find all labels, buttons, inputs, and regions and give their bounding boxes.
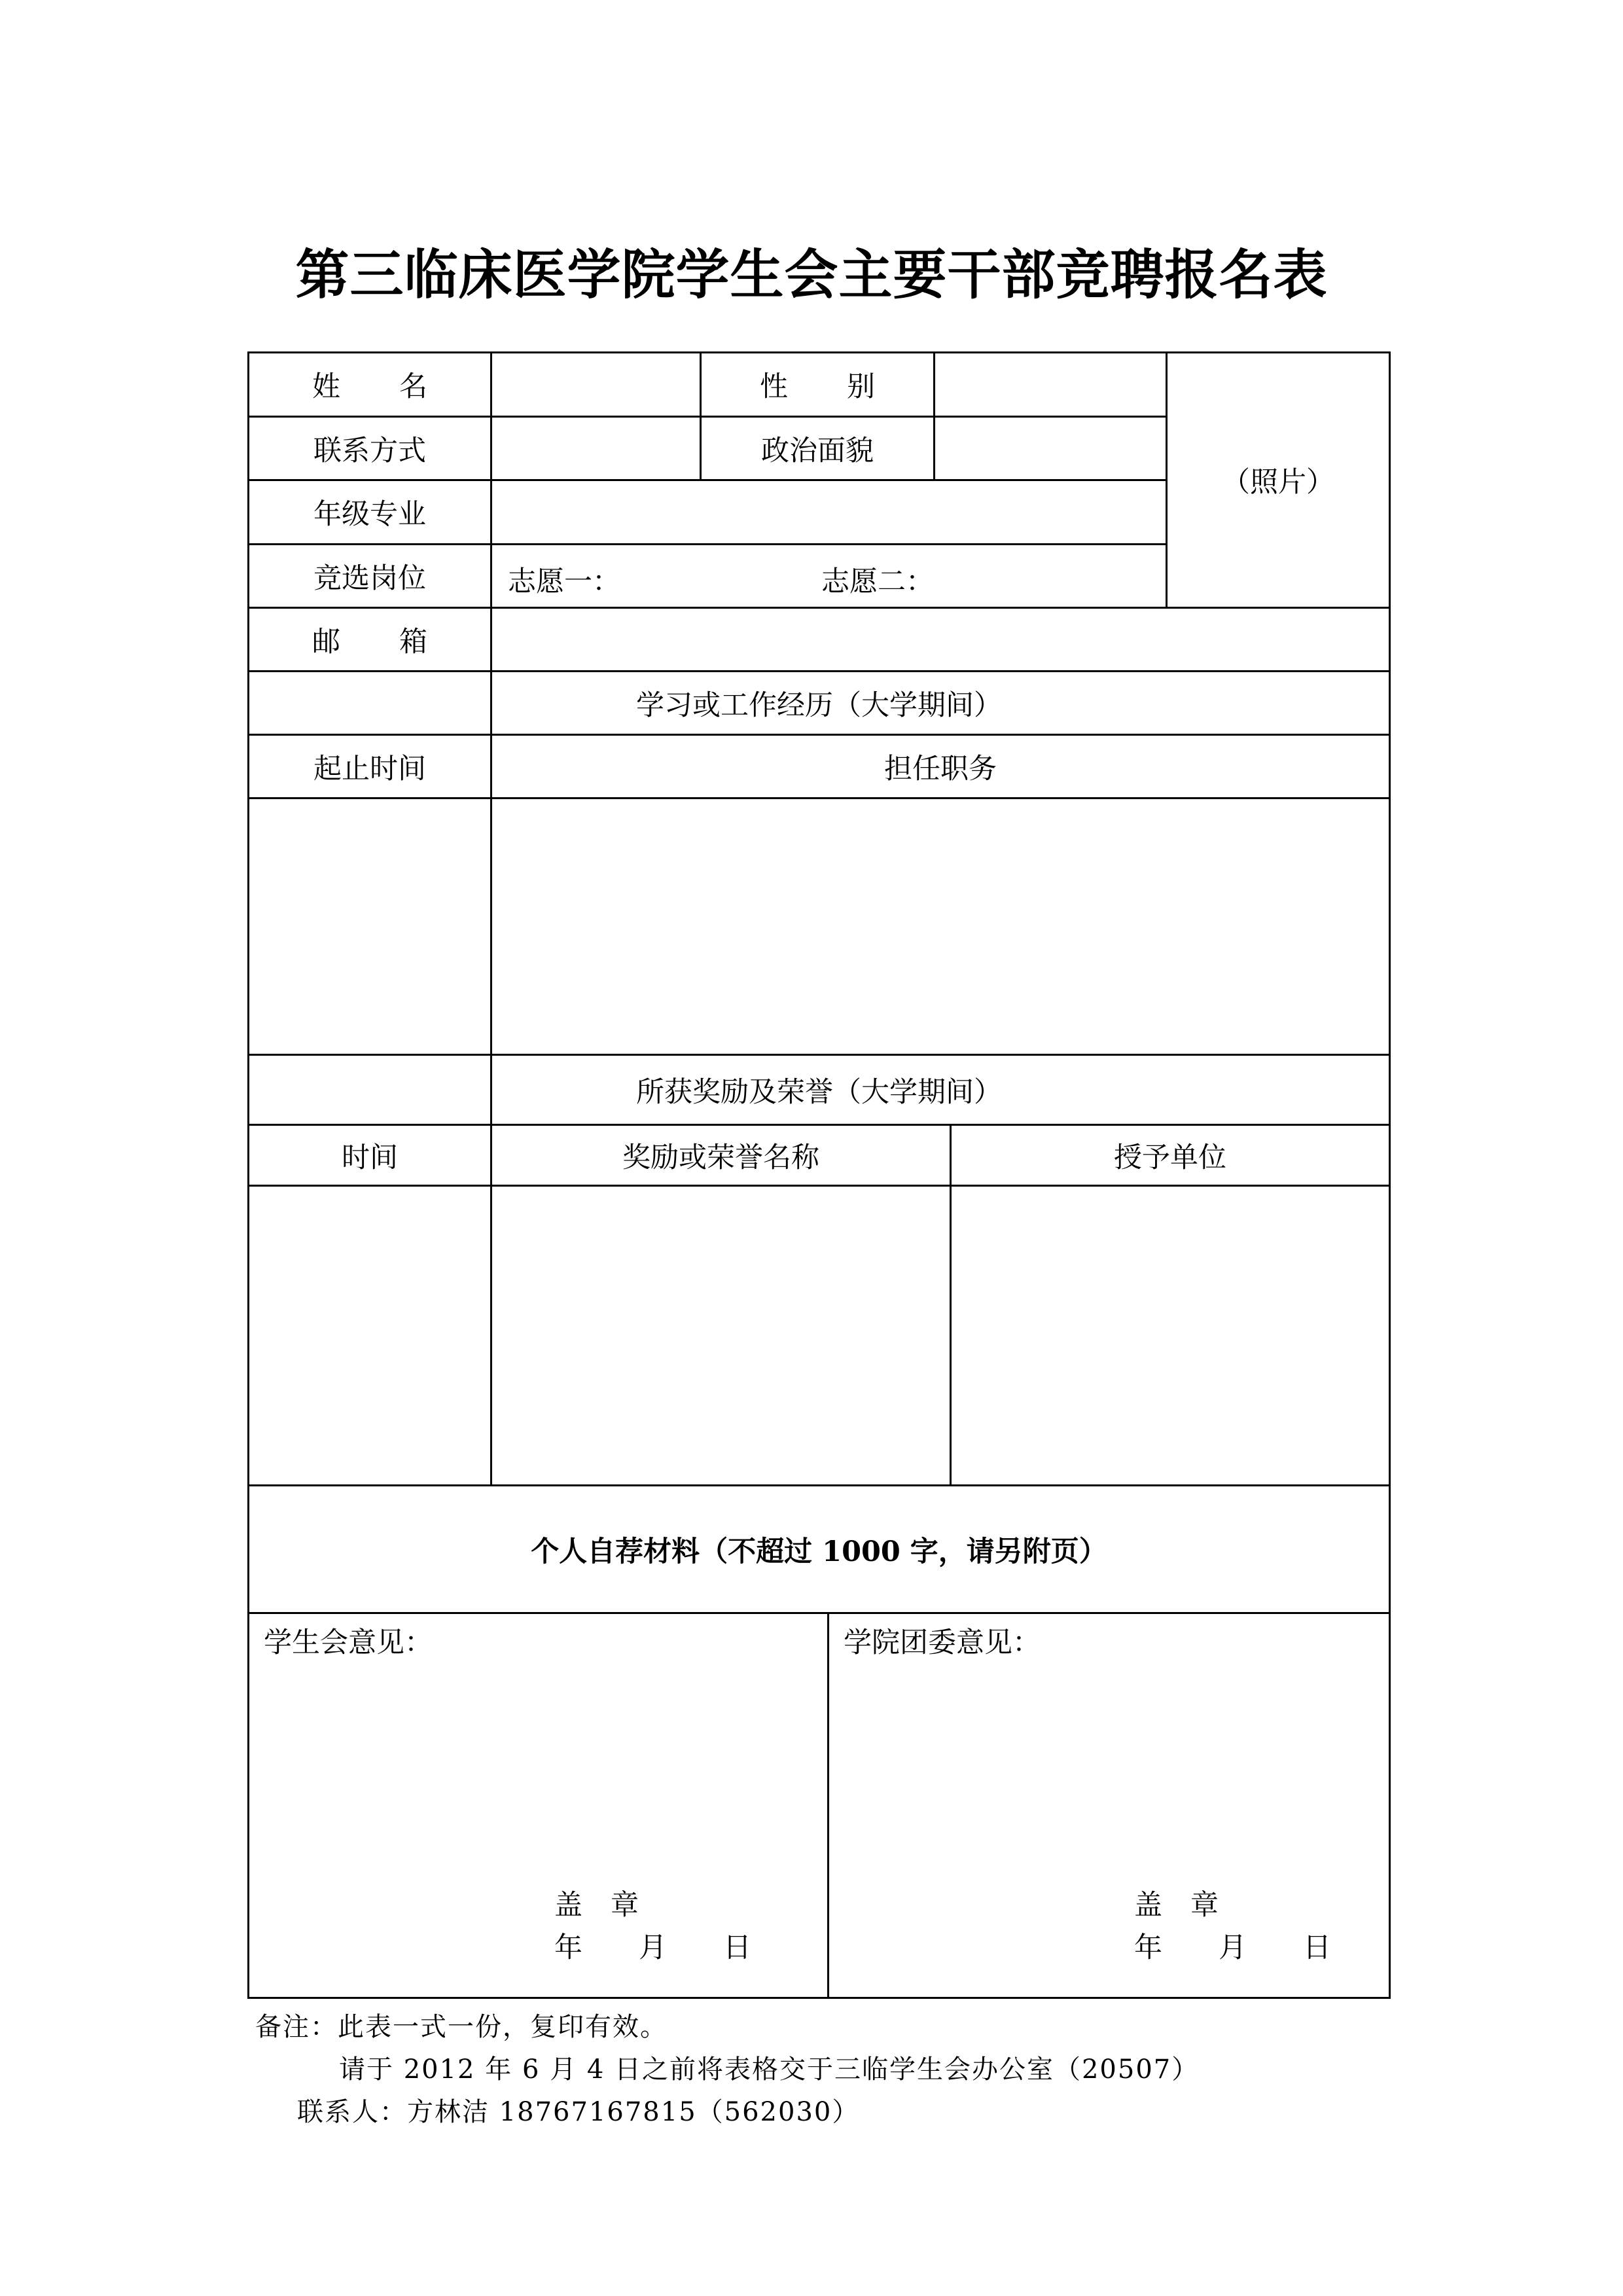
experience-title-text: 学习或工作经历（大学期间） <box>636 689 1002 722</box>
awards-time-field[interactable] <box>249 1187 490 1484</box>
student-union-opinion-label: 学生会意见： <box>264 1626 433 1659</box>
awards-section-title <box>249 1056 1389 1124</box>
student-union-date: 年 月 日 <box>554 1931 751 1964</box>
experience-section-title <box>249 672 1389 734</box>
self-recommendation-row <box>249 1486 1389 1612</box>
self-recommendation-text: 个人自荐材料（不超过 1000 字，请另附页） <box>531 1535 1107 1568</box>
grade-major-label: 年级专业 <box>313 498 426 531</box>
contact-field[interactable] <box>492 418 700 479</box>
political-label-cell <box>702 418 933 479</box>
awards-col-time <box>249 1126 490 1185</box>
awards-col-name-text: 奖励或荣誉名称 <box>622 1141 819 1174</box>
student-union-seal: 盖 章 <box>554 1889 639 1922</box>
grade-major-label-cell <box>249 481 490 543</box>
experience-time-field[interactable] <box>249 799 490 1054</box>
student-union-opinion-box[interactable] <box>249 1614 827 1997</box>
gender-label-cell <box>702 353 933 416</box>
email-label-cell <box>249 609 490 670</box>
photo-label: （照片） <box>1222 466 1334 499</box>
league-committee-seal: 盖 章 <box>1134 1889 1219 1922</box>
position-field[interactable] <box>492 545 1166 607</box>
grade-major-field[interactable] <box>492 481 1166 543</box>
email-label: 邮箱 <box>312 625 486 658</box>
political-field[interactable] <box>935 418 1166 479</box>
note-line-3: 联系人：方林洁 18767167815（562030） <box>297 2097 860 2127</box>
league-committee-date: 年 月 日 <box>1134 1931 1331 1964</box>
awards-col-unit-text: 授予单位 <box>1114 1141 1226 1174</box>
awards-col-time-text: 时间 <box>342 1141 398 1174</box>
political-label: 政治面貌 <box>761 434 874 467</box>
position-label: 竞选岗位 <box>313 562 426 595</box>
note-line-2: 请于 2012 年 6 月 4 日之前将表格交于三临学生会办公室（20507） <box>339 2054 1200 2085</box>
experience-col-time-text: 起止时间 <box>313 752 426 785</box>
page-title: 第三临床医学院学生会主要干部竞聘报名表 <box>295 243 1328 306</box>
email-field[interactable] <box>492 609 1389 670</box>
photo-box[interactable] <box>1168 353 1389 607</box>
note-line-1: 备注：此表一式一份，复印有效。 <box>255 2012 668 2042</box>
gender-field[interactable] <box>935 353 1166 416</box>
name-label: 姓名 <box>312 370 486 403</box>
experience-role-field[interactable] <box>492 799 1389 1054</box>
awards-title-text: 所获奖励及荣誉（大学期间） <box>636 1075 1002 1109</box>
name-field[interactable] <box>492 353 700 416</box>
position-choice-1: 志愿一： <box>508 565 620 598</box>
experience-col-time <box>249 736 490 797</box>
contact-label-cell <box>249 418 490 479</box>
registration-form <box>247 351 1391 1999</box>
contact-label: 联系方式 <box>313 434 426 467</box>
awards-name-field[interactable] <box>492 1187 950 1484</box>
awards-col-name <box>492 1126 950 1185</box>
name-label-cell <box>249 353 490 416</box>
experience-col-role-text: 担任职务 <box>884 752 997 785</box>
league-committee-opinion-box[interactable] <box>829 1614 1389 1997</box>
position-choice-2: 志愿二： <box>821 565 934 598</box>
position-label-cell <box>249 545 490 607</box>
gender-label: 性别 <box>760 370 934 403</box>
awards-col-unit <box>952 1126 1389 1185</box>
experience-col-role <box>492 736 1389 797</box>
awards-unit-field[interactable] <box>952 1187 1389 1484</box>
league-committee-opinion-label: 学院团委意见： <box>844 1626 1041 1659</box>
